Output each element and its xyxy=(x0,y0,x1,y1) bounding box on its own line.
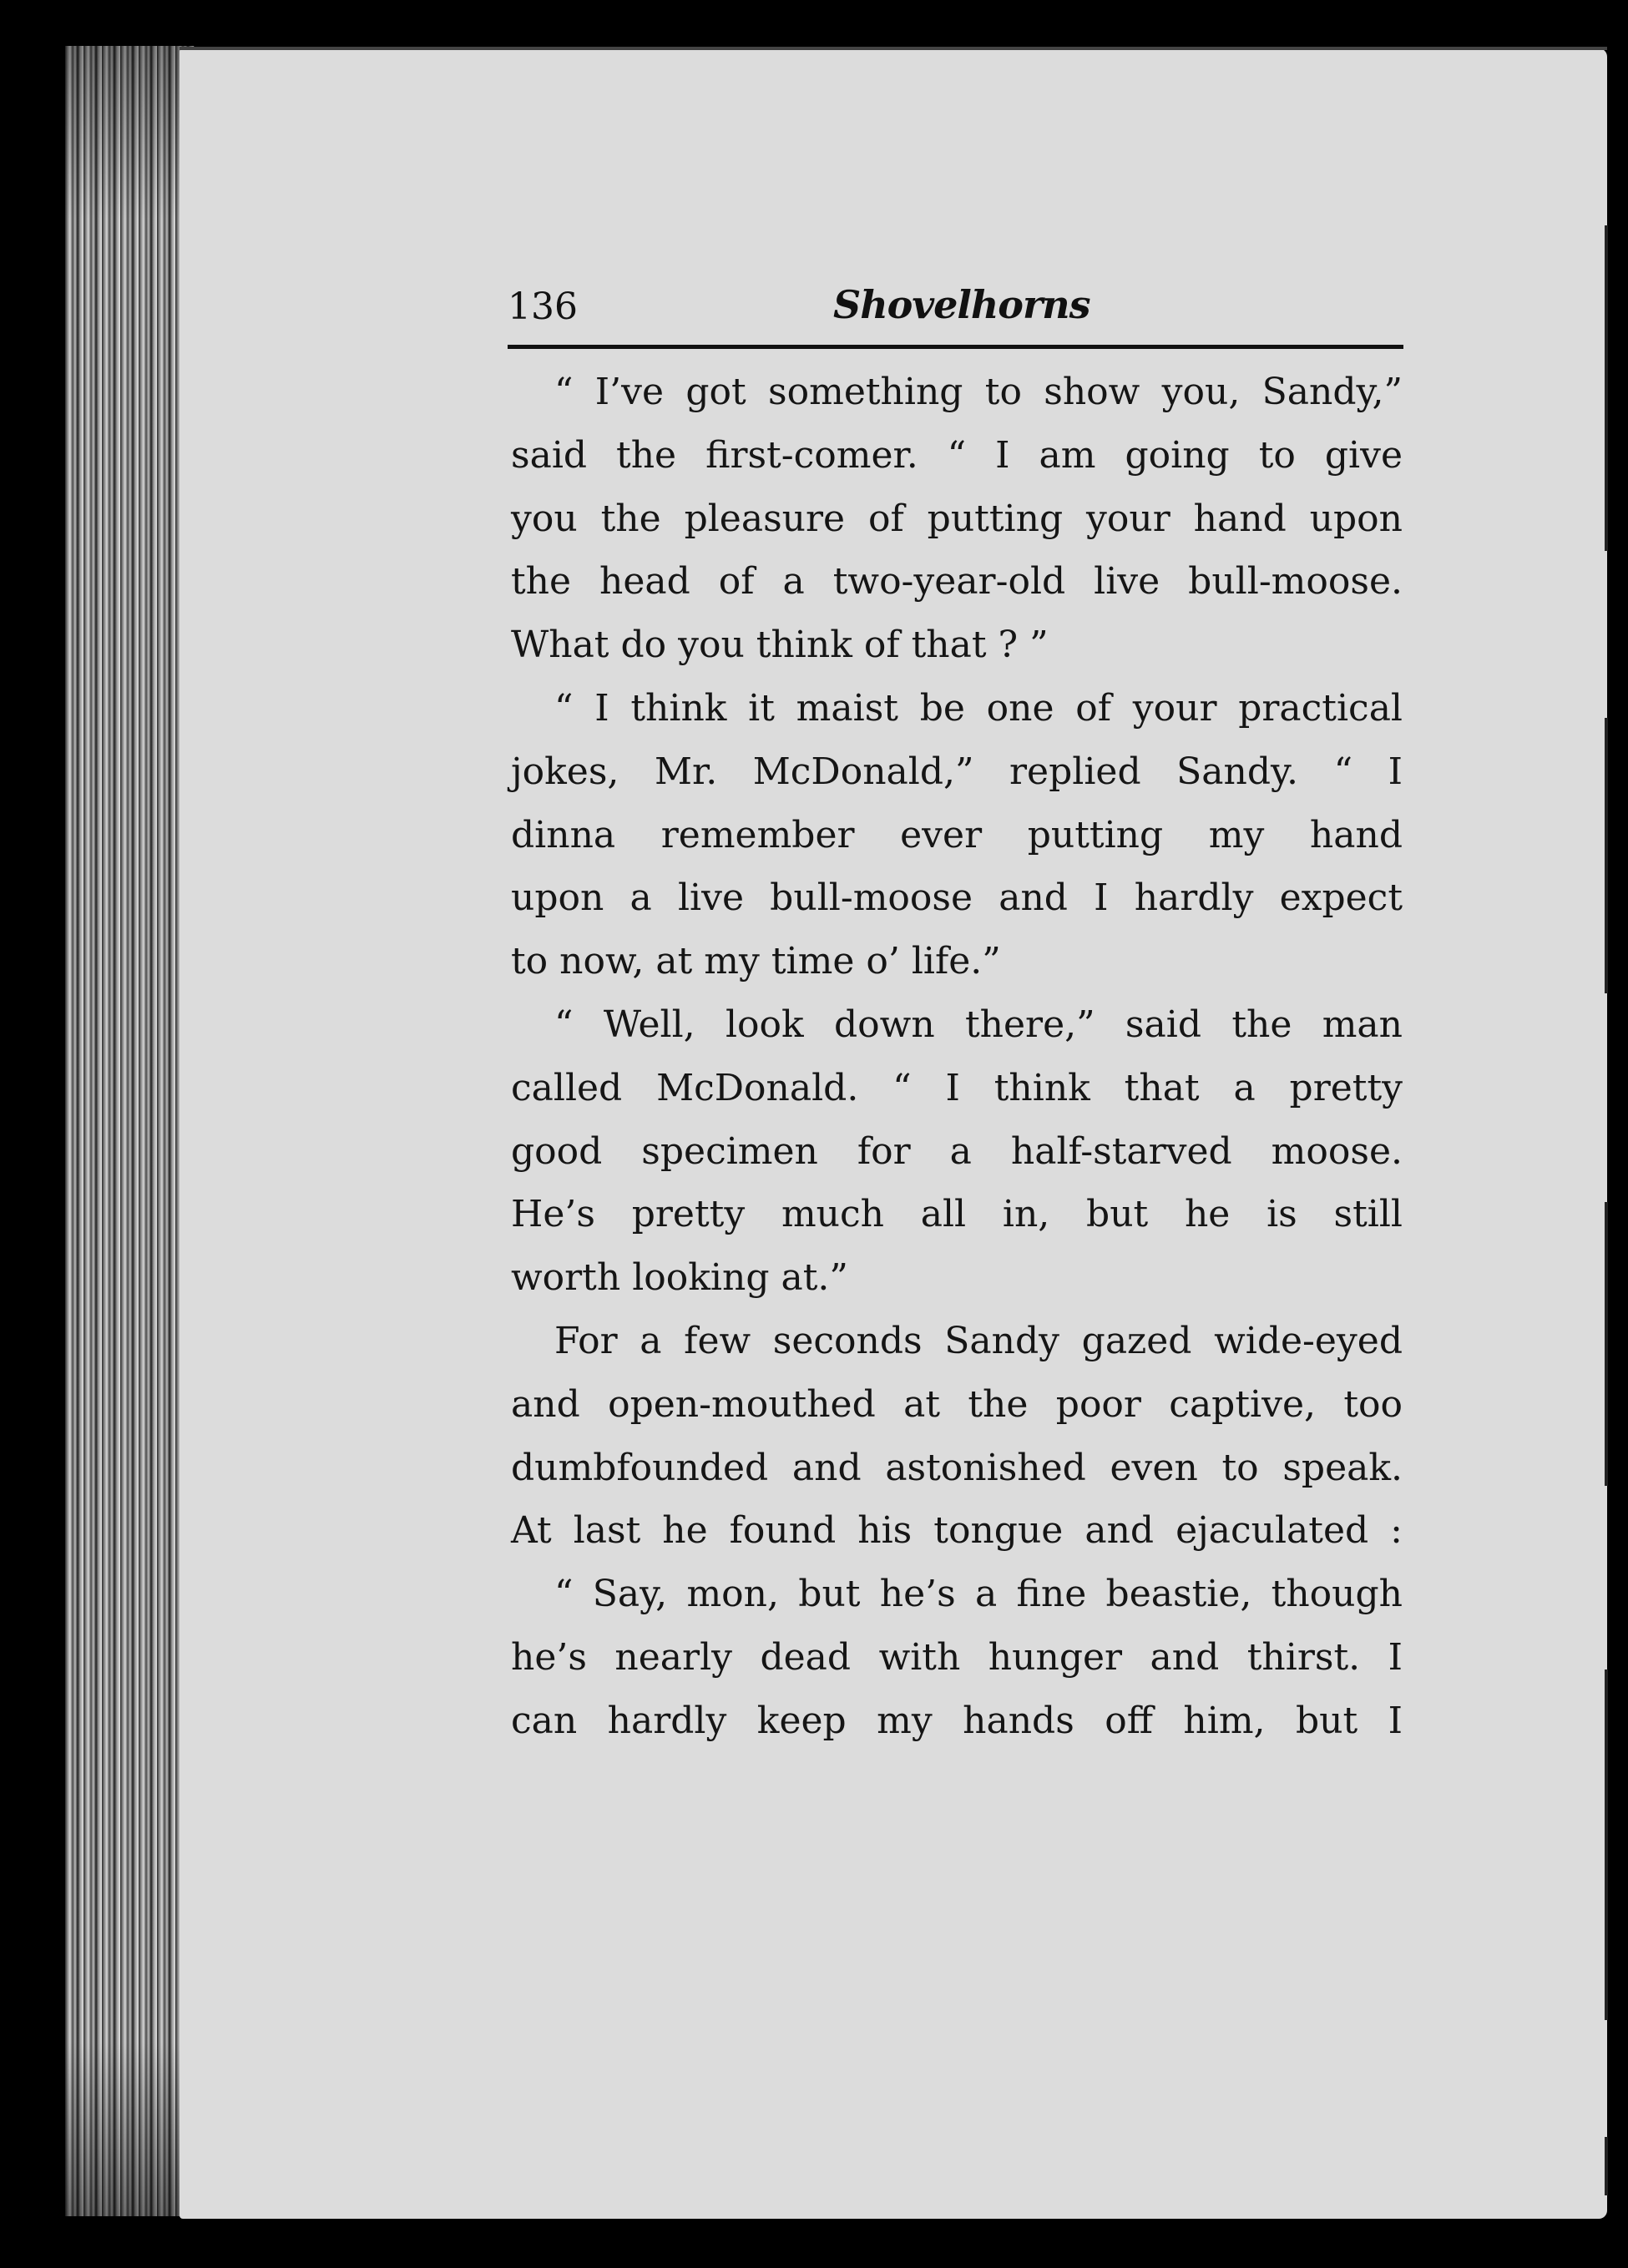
text-line: to now, at my time o’ life.” xyxy=(511,940,1001,983)
page-number: 136 xyxy=(508,285,578,328)
text-line: said the first-comer. “ I am going to give xyxy=(511,433,1403,477)
text-line: upon a live bull-moose and I hardly expect xyxy=(511,876,1403,920)
text-line: can hardly keep my hands off him, but I xyxy=(511,1699,1403,1742)
text-line: At last he found his tongue and ejaculated : xyxy=(511,1509,1403,1553)
text-line: He’s pretty much all in, but he is still xyxy=(511,1193,1403,1236)
text-line: and open-mouthed at the poor captive, too xyxy=(511,1382,1403,1426)
text-line: “ Say, mon, but he’s a fine beastie, though xyxy=(554,1573,1403,1616)
book-page-edges xyxy=(65,46,195,2216)
text-line: you the pleasure of putting your hand upon xyxy=(511,497,1403,540)
text-line: “ I’ve got something to show you, Sandy,” xyxy=(554,371,1403,413)
text-line: For a few seconds Sandy gazed wide-eyed xyxy=(554,1319,1403,1362)
text-line: worth looking at.” xyxy=(511,1256,848,1300)
text-line: jokes, Mr. McDonald,” replied Sandy. “ I xyxy=(511,750,1403,793)
text-line: dumbfounded and astonished even to speak. xyxy=(511,1446,1403,1489)
edge-mark xyxy=(1605,1669,1608,2020)
running-head xyxy=(508,269,1403,344)
header-rule xyxy=(508,345,1403,349)
text-line: What do you think of that ? ” xyxy=(511,624,1049,667)
text-line: dinna remember ever putting my hand xyxy=(511,813,1403,856)
text-line: “ Well, look down there,” said the man xyxy=(554,1003,1403,1046)
text-line: good specimen for a half-starved moose. xyxy=(511,1129,1403,1173)
edge-mark xyxy=(1605,718,1608,993)
text-line: called McDonald. “ I think that a pretty xyxy=(511,1066,1403,1109)
edge-mark xyxy=(1605,225,1608,551)
edge-mark xyxy=(1605,1202,1608,1486)
text-line: he’s nearly dead with hunger and thirst. I xyxy=(511,1635,1403,1679)
text-line: the head of a two-year-old live bull-moose. xyxy=(511,560,1403,604)
page-top-edge xyxy=(179,47,1607,50)
body-text xyxy=(511,361,1403,1753)
edge-mark xyxy=(1605,2137,1608,2195)
running-title: Shovelhorns xyxy=(833,282,1090,327)
text-line: “ I think it maist be one of your practical xyxy=(554,686,1403,730)
right-edge-marks xyxy=(1601,217,1618,2237)
